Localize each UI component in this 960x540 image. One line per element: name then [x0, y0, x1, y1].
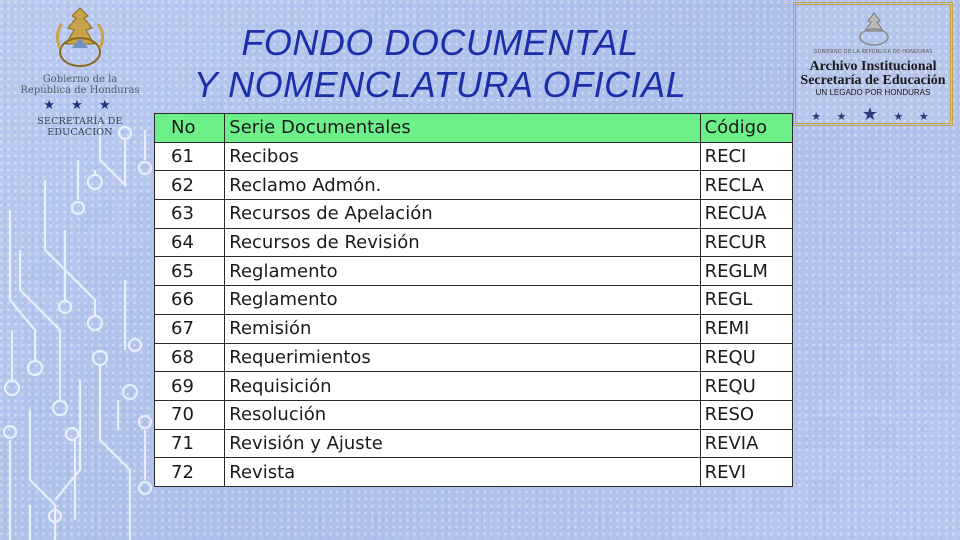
table-header-row	[155, 114, 793, 143]
stars-icon: ★ ★ ★	[43, 98, 117, 113]
cell-codigo: REGL	[700, 286, 792, 315]
cell-serie: Requerimientos	[225, 343, 700, 372]
table-row	[155, 257, 793, 286]
cell-no: 62	[155, 171, 225, 200]
cell-codigo: REQU	[700, 372, 792, 401]
cell-serie: Resolución	[225, 400, 700, 429]
table-row	[155, 200, 793, 229]
archive-emblem-icon	[854, 11, 894, 47]
cell-no: 63	[155, 200, 225, 229]
gov-logo	[6, 4, 154, 138]
table-row	[155, 286, 793, 315]
cell-no: 72	[155, 458, 225, 487]
archive-stars-icon: ★ ★ ★ ★ ★	[811, 104, 935, 125]
cell-serie: Reglamento	[225, 286, 700, 315]
cell-serie: Recursos de Revisión	[225, 228, 700, 257]
header-serie: Serie Documentales	[225, 114, 700, 143]
archive-secretaria: Secretaría de Educación	[800, 73, 946, 88]
documents-table	[154, 113, 793, 487]
archive-legacy: UN LEGADO POR HONDURAS	[815, 88, 931, 97]
gov-line1: Gobierno de la	[42, 74, 118, 85]
cell-no: 64	[155, 228, 225, 257]
cell-codigo: REVIA	[700, 429, 792, 458]
cell-no: 71	[155, 429, 225, 458]
gov-line2: República de Honduras	[20, 85, 140, 96]
cell-codigo: REMI	[700, 314, 792, 343]
cell-serie: Recibos	[225, 142, 700, 171]
cell-codigo: RECUA	[700, 200, 792, 229]
archive-title: Archivo Institucional	[809, 59, 937, 74]
archive-logo	[793, 2, 953, 126]
header-codigo: Código	[700, 114, 792, 143]
cell-no: 66	[155, 286, 225, 315]
table-row	[155, 343, 793, 372]
table-row	[155, 314, 793, 343]
header-no: No	[155, 114, 225, 143]
cell-serie: Recursos de Apelación	[225, 200, 700, 229]
table-row	[155, 228, 793, 257]
cell-no: 61	[155, 142, 225, 171]
cell-serie: Revisión y Ajuste	[225, 429, 700, 458]
cell-serie: Revista	[225, 458, 700, 487]
cell-codigo: RESO	[700, 400, 792, 429]
table-row	[155, 171, 793, 200]
cell-serie: Remisión	[225, 314, 700, 343]
table-row	[155, 429, 793, 458]
table-row	[155, 458, 793, 487]
table-row	[155, 142, 793, 171]
cell-codigo: REVI	[700, 458, 792, 487]
cell-no: 70	[155, 400, 225, 429]
cell-codigo: REGLM	[700, 257, 792, 286]
cell-codigo: RECUR	[700, 228, 792, 257]
cell-no: 67	[155, 314, 225, 343]
cell-serie: Reclamo Admón.	[225, 171, 700, 200]
archive-gov-text: GOBIERNO DE LA REPÚBLICA DE HONDURAS	[813, 49, 933, 55]
table-row	[155, 400, 793, 429]
table-row	[155, 372, 793, 401]
cell-no: 68	[155, 343, 225, 372]
cell-no: 69	[155, 372, 225, 401]
title-line2: Y NOMENCLATURA OFICIAL	[193, 64, 687, 105]
cell-serie: Reglamento	[225, 257, 700, 286]
title-line1: FONDO DOCUMENTAL	[241, 22, 639, 63]
page-title	[160, 22, 720, 106]
cell-serie: Requisición	[225, 372, 700, 401]
coat-of-arms-icon	[50, 4, 110, 74]
cell-codigo: RECLA	[700, 171, 792, 200]
cell-codigo: RECI	[700, 142, 792, 171]
cell-codigo: REQU	[700, 343, 792, 372]
cell-no: 65	[155, 257, 225, 286]
secretaria-label: SECRETARÍA DE EDUCACIÓN	[37, 116, 123, 138]
